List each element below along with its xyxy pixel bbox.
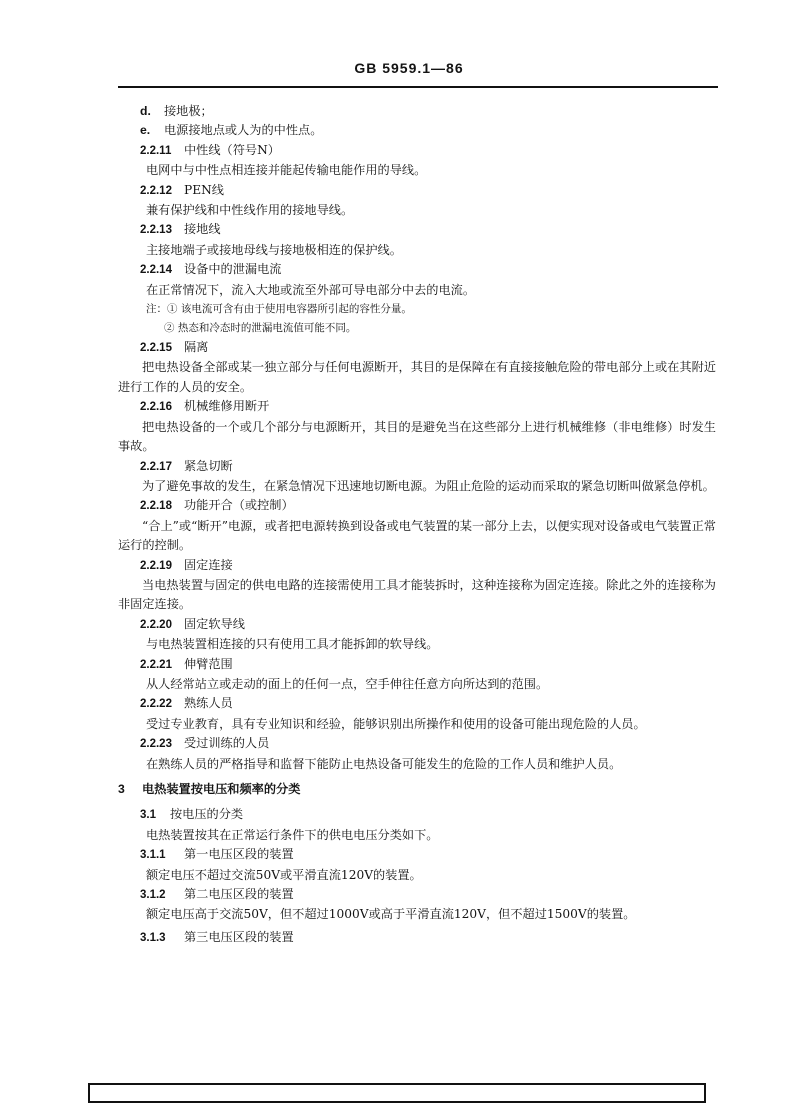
- clause-title: 机械维修用断开: [184, 399, 270, 414]
- clause-title: 伸臂范围: [184, 656, 233, 671]
- section-number: 3: [118, 782, 125, 796]
- standard-code-header: GB 5959.1—86: [354, 60, 464, 76]
- paragraph: 把电热设备全部或某一独立部分与任何电源断开，其目的是保障在有直接接触危险的带电部分上或在其附近进行工作的人员的安全。: [118, 360, 716, 394]
- term-3-1-3: [118, 928, 716, 948]
- clause-number: 3.1.1: [140, 849, 166, 862]
- header-rule: [118, 86, 718, 88]
- term-3-1-1: [118, 845, 716, 865]
- clause-number: 2.2.22: [140, 698, 172, 711]
- list-marker: e.: [140, 123, 151, 138]
- definition: 额定电压高于交流50V，但不超过1000V或高于平滑直流120V，但不超过1500V的装置。: [146, 907, 636, 922]
- definition: 电热装置按其在正常运行条件下的供电电压分类如下。: [146, 827, 439, 842]
- definition: 兼有保护线和中性线作用的接地导线。: [146, 203, 354, 218]
- term-2-2-17: [118, 457, 716, 477]
- term-2-2-20: [118, 615, 716, 635]
- paragraph: 把电热设备的一个或几个部分与电源断开，其目的是避免当在这些部分上进行机械维修（非电维修）时发生事故。: [118, 419, 716, 454]
- term-3-1: [118, 805, 716, 825]
- section-title: 电热装置按电压和频率的分类: [142, 782, 301, 796]
- definition: 额定电压不超过交流50V或平滑直流120V的装置。: [146, 867, 422, 882]
- term-2-2-19: [118, 556, 716, 576]
- clause-title: 第一电压区段的装置: [184, 847, 294, 862]
- clause-number: 3.1.2: [140, 889, 166, 902]
- clause-title: 中性线（符号N）: [184, 142, 280, 157]
- note-1: 注：① 该电流可含有由于使用电容器所引起的容性分量。: [146, 303, 412, 316]
- paragraph: “合上”或“断开”电源，或者把电源转换到设备或电气装置的某一部分上去，以便实现对设备或电气装置正常运行的控制。: [118, 518, 716, 553]
- paragraph: 当电热装置与固定的供电电路的连接需使用工具才能装拆时，这种连接称为固定连接。除此之外的连接称为非固定连接。: [118, 577, 716, 612]
- clause-number: 2.2.12: [140, 184, 172, 197]
- list-marker: d.: [140, 104, 151, 118]
- clause-title: 按电压的分类: [170, 807, 244, 822]
- clause-number: 2.2.17: [140, 460, 172, 473]
- term-2-2-21: [118, 655, 716, 675]
- footer-frame: [88, 1083, 706, 1103]
- definition: 电网中与中性点相连接并能起传输电能作用的导线。: [146, 163, 427, 178]
- definition: 从人经常站立或走动的面上的任何一点，空手伸往任意方向所达到的范围。: [146, 676, 549, 691]
- term-2-2-15: [118, 338, 716, 358]
- clause-title: 受过训练的人员: [184, 736, 270, 751]
- clause-number: 2.2.23: [140, 738, 172, 751]
- clause-title: 紧急切断: [184, 458, 233, 473]
- paragraph: 为了避免事故的发生，在紧急情况下迅速地切断电源。为阻止危险的运动而采取的紧急切断叫做紧急停机。: [142, 478, 715, 493]
- clause-title: 第二电压区段的装置: [184, 887, 294, 902]
- clause-number: 2.2.11: [140, 144, 172, 157]
- clause-number: 2.2.19: [140, 559, 172, 572]
- clause-title: PEN线: [184, 182, 224, 197]
- note-2: ② 热态和冷态时的泄漏电流值可能不同。: [164, 322, 357, 335]
- list-item-e: [118, 121, 716, 140]
- definition: 在熟练人员的严格指导和监督下能防止电热设备可能发生的危险的工作人员和维护人员。: [146, 756, 622, 771]
- term-2-2-12: [118, 181, 716, 201]
- clause-title: 功能开合（或控制）: [184, 498, 294, 513]
- section-3-heading: [118, 780, 716, 799]
- clause-number: 3.1: [140, 809, 156, 822]
- clause-number: 2.2.13: [140, 224, 172, 237]
- term-2-2-22: [118, 694, 716, 714]
- term-2-2-14: [118, 260, 716, 280]
- term-2-2-23: [118, 734, 716, 754]
- clause-number: 2.2.15: [140, 342, 172, 355]
- clause-number: 2.2.21: [140, 658, 172, 671]
- definition: 主接地端子或接地母线与接地极相连的保护线。: [146, 242, 402, 257]
- list-item-d: [118, 102, 716, 121]
- definition: 在正常情况下，流入大地或流至外部可导电部分中去的电流。: [146, 282, 476, 297]
- list-text: 接地极；: [164, 104, 213, 118]
- clause-number: 2.2.18: [140, 500, 172, 513]
- clause-title: 固定连接: [184, 557, 233, 572]
- document-body: [118, 102, 716, 948]
- term-2-2-13: [118, 220, 716, 240]
- clause-title: 设备中的泄漏电流: [184, 262, 282, 277]
- list-text: 电源接地点或人为的中性点。: [164, 123, 323, 138]
- clause-title: 熟练人员: [184, 696, 233, 711]
- clause-title: 隔离: [184, 340, 209, 355]
- term-2-2-18: [118, 496, 716, 516]
- clause-title: 第三电压区段的装置: [184, 929, 294, 944]
- clause-number: 2.2.14: [140, 264, 172, 277]
- clause-number: 3.1.3: [140, 931, 166, 944]
- clause-number: 2.2.16: [140, 401, 172, 414]
- term-2-2-16: [118, 397, 716, 417]
- clause-title: 固定软导线: [184, 616, 245, 631]
- clause-title: 接地线: [184, 222, 221, 237]
- clause-number: 2.2.20: [140, 618, 172, 631]
- term-2-2-11: [118, 141, 716, 161]
- term-3-1-2: [118, 885, 716, 905]
- definition: 受过专业教育，具有专业知识和经验，能够识别出所操作和使用的设备可能出现危险的人员。: [146, 716, 646, 731]
- definition: 与电热装置相连接的只有使用工具才能拆卸的软导线。: [146, 637, 439, 652]
